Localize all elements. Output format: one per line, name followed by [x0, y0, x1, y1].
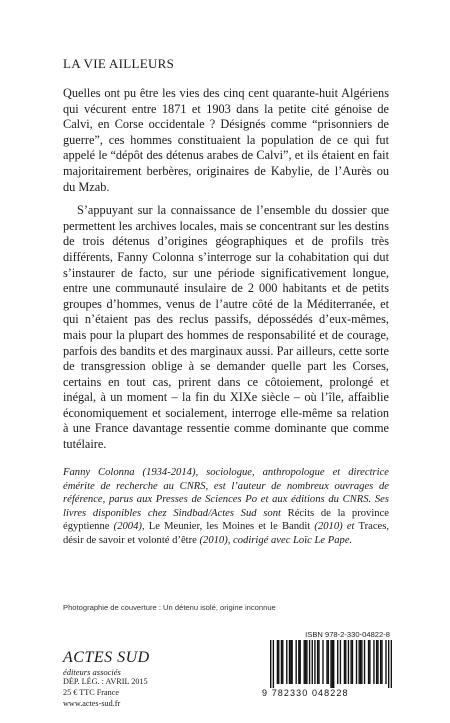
bio-part-5: (2010) et — [314, 521, 355, 533]
legal-deposit: DÉP. LÉG. : AVRIL 2015 — [63, 677, 148, 686]
bio-title-1: Récits de la province égyptienne — [63, 507, 389, 533]
barcode-bar — [317, 640, 318, 684]
barcode-bar — [361, 640, 362, 684]
barcode-bar — [278, 640, 279, 684]
barcode-bar — [286, 640, 287, 684]
barcode-bar — [328, 640, 329, 684]
barcode-bar — [380, 640, 381, 684]
barcode-bar — [305, 640, 306, 684]
barcode-bar — [391, 640, 392, 688]
barcode-bar — [332, 640, 333, 688]
barcode-bar — [356, 640, 357, 684]
barcode-bar — [345, 640, 346, 684]
barcode-bar — [318, 640, 319, 684]
barcode-bar — [388, 640, 389, 688]
barcode-bar — [281, 640, 282, 684]
book-title: LA VIE AILLEURS — [63, 56, 175, 71]
author-bio-text — [63, 466, 389, 548]
barcode-bar — [270, 640, 271, 688]
barcode-bar — [369, 640, 370, 684]
barcode-digits: 9 782330 048228 — [262, 688, 349, 698]
blurb-paragraph-1: Quelles ont pu être les vies des cinq cent quarante-huit Algériens qui vécurent entre 1871 et 1903 dans la petite cité génoise de Calvi, en Corse occidentale ? Désignés comme “prisonniers de guerre”, ces hommes constituaient la population de ce qui fut appelé le “dépôt des détenus arabes de Calvi”, et ils étaient en fait majoritairement berbères, originaires de Kabylie, de l’Aurès ou du Mzab. — [63, 86, 389, 194]
barcode-bar — [282, 640, 283, 684]
barcode-bar — [314, 640, 315, 684]
blurb — [63, 86, 389, 453]
barcode-bar — [298, 640, 299, 684]
barcode-bar — [352, 640, 353, 684]
barcode-bar — [277, 640, 278, 684]
barcode-bar — [309, 640, 310, 684]
barcode-bar — [381, 640, 382, 684]
isbn-label: ISBN 978-2-330-04822-8 — [305, 630, 390, 639]
publisher-website: www.actes-sud.fr — [63, 698, 121, 708]
author-bio — [63, 466, 389, 548]
barcode-bar — [333, 640, 334, 688]
barcode-bar — [291, 640, 292, 684]
barcode-bar — [306, 640, 307, 684]
barcode-bar — [385, 640, 386, 684]
barcode-bar — [326, 640, 327, 684]
barcode-bar — [312, 640, 313, 684]
publisher-name: ACTES SUD — [63, 649, 150, 666]
bio-part-3: (2004), — [113, 521, 145, 533]
barcode-bar — [290, 640, 291, 684]
barcode-bar — [295, 640, 296, 684]
barcode-bar — [360, 640, 361, 684]
barcode-bar — [289, 640, 290, 684]
barcode-bar — [368, 640, 369, 684]
bio-part-7: (2010), codirigé avec Loïc Le Pape. — [199, 534, 353, 546]
barcode-bar — [344, 640, 345, 684]
barcode-bar — [348, 640, 349, 684]
barcode-bar — [304, 640, 305, 684]
barcode-bar — [322, 640, 323, 684]
bio-title-2: Le Meunier, les Moines et le Bandit — [144, 521, 315, 533]
barcode-bar — [377, 640, 378, 684]
publisher-block — [63, 650, 150, 709]
barcode-bar — [376, 640, 377, 684]
barcode-bar — [337, 640, 338, 684]
barcode-bar — [340, 640, 341, 684]
barcode-bar — [364, 640, 365, 684]
barcode-bar — [299, 640, 300, 684]
barcode-bar — [350, 640, 351, 684]
bio-title-3: Traces, désir de savoir et volonté d’être — [63, 521, 389, 546]
barcode-image — [270, 640, 392, 688]
bio-part-1: Fanny Colonna (1934-2014), sociologue, anthropologue et directrice émérite de recherche au CNRS, est l’auteur de nombreux ouvrages de référence, parus aux Presses de Sciences Po et aux éditions du CNRS. Ses livres disponibles chez Sindbad/Actes Sud sont — [63, 467, 389, 519]
publisher-subtitle: éditeurs associés — [63, 667, 121, 677]
price: 25 € TTC France — [63, 687, 120, 697]
barcode-bar — [373, 640, 374, 684]
barcode-bar — [358, 640, 359, 684]
barcode-bar — [273, 640, 274, 688]
blurb-paragraph-2: S’appuyant sur la connaissance de l’ensemble du dossier que permettent les archives locales, mais se concentrant sur les destins de trois détenus d’origines géographiques et de profils très différents, Fanny Colonna s’interroge sur la cohabitation qui dut s’instaurer de facto, sur une période significativement longue, entre une communauté insulaire de 2 000 habitants et de petits groupes d’hommes, venus de l’autre côté de la Méditerranée, et qui n’étaient pas des reclus passifs, dépossédés d’eux-mêmes, mais pour la plupart des hommes de responsabilité et de courage, parfois des bandits et des marginaux aussi. Par ailleurs, cette sorte de transgression oblige à se demander quelle part les Corses, certains en tout cas, prirent dans ce côtoiement, prolongé et inégal, à un moment – la fin du XIXe siècle – où l’île, affaiblie économiquement et socialement, interroge elle-même sa relation à une France davantage ressentie comme dominante que comme tutélaire. — [63, 203, 389, 452]
barcode-bar — [330, 640, 331, 688]
cover-photo-credit: Photographie de couverture : Un détenu isolé, origine inconnue — [63, 603, 276, 612]
